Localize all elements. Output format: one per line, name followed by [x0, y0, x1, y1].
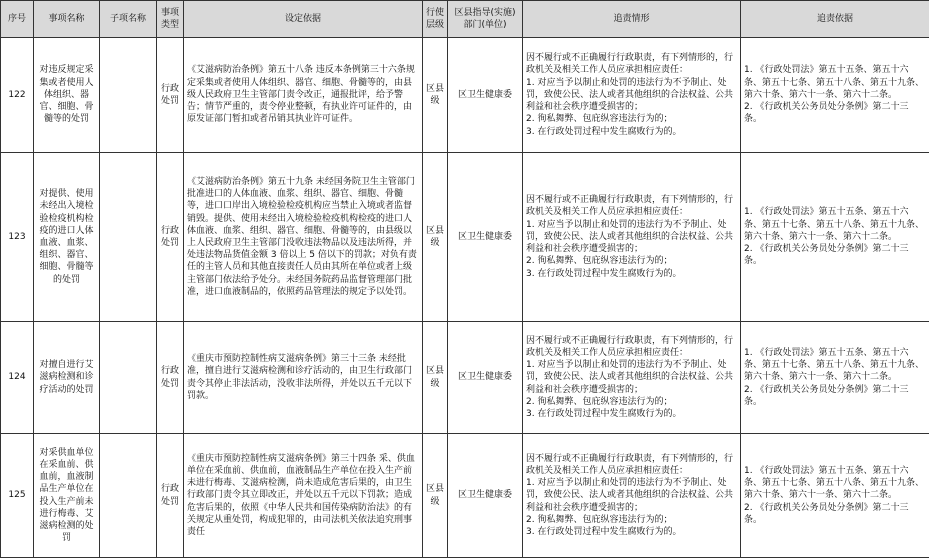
situation-item-3: 3. 在行政处罚过程中发生腐败行为的。 — [526, 268, 682, 279]
row-item-name: 对提供、使用未经出入境检验检疫机构检疫的进口人体血液、血浆、组织、器官、细胞、骨髓等的处罚 — [34, 153, 100, 322]
row-basis: 《重庆市预防控制性病艾滋病条例》第三十三条 未经批准，擅自进行艾滋病检测和诊疗活动的，由卫生行政部门责令其停止非法活动，没收非法所得，并处以五千元以下罚款。 — [184, 322, 423, 434]
row-situation — [523, 434, 741, 558]
situation-item-1: 1. 对应当予以制止和处罚的违法行为不予制止、处罚，致使公民、法人或者其他组织的合法权益、公共利益和社会秩序遭受损害的； — [526, 77, 734, 113]
situation-item-3: 3. 在行政处罚过程中发生腐败行为的。 — [526, 409, 682, 419]
penalty-item-2: 2. 《行政机关公务员处分条例》第二十三条。 — [744, 244, 909, 267]
situation-item-2: 2. 徇私舞弊、包庇纵容违法行为的； — [526, 114, 673, 125]
row-basis: 《重庆市预防控制性病艾滋病条例》第三十四条 采、供血单位在采血前、供血前，血液制品生产单位在投入生产前未进行梅毒、艾滋病检测，尚未造成危害后果的，由卫生行政部门责令其立即改正，并处以五千元以下罚款；造成危害后果的，依照《中华人民共和国传染病防治法》的有关规定从重处罚，构成犯罪的，由司法机关依法追究刑事责任 — [184, 434, 423, 558]
row-dept: 区卫生健康委 — [448, 322, 523, 434]
table-header — [1, 1, 929, 38]
row-basis: 《艾滋病防治条例》第五十八条 违反本条例第三十六条规定采集或者使用人体组织、器官、细胞、骨髓等的，由县级人民政府卫生主管部门责令改正，通报批评，给予警告；情节严重的，责令停业整顿，有执业许可证件的，由原发证部门暂扣或者吊销其执业许可证件。 — [184, 38, 423, 153]
situation-item-2: 2. 徇私舞弊、包庇纵容违法行为的； — [526, 396, 673, 407]
row-seq: 122 — [1, 38, 34, 153]
table-row — [1, 153, 929, 322]
row-penalty-basis — [741, 322, 929, 434]
penalty-item-2: 2. 《行政机关公务员处分条例》第二十三条。 — [744, 502, 909, 525]
row-seq: 124 — [1, 322, 34, 434]
header-level: 行使层级 — [423, 1, 448, 38]
row-situation — [523, 38, 741, 153]
row-item-type: 行政处罚 — [157, 322, 184, 434]
row-situation — [523, 322, 741, 434]
header-item-type: 事项类型 — [157, 1, 184, 38]
row-sub-item-name — [100, 153, 157, 322]
header-seq: 序号 — [1, 1, 34, 38]
row-basis: 《艾滋病防治条例》第五十九条 未经国务院卫生主管部门批准进口的人体血液、血浆、组织、器官、细胞、骨髓等，进口口岸出入境检验检疫机构应当禁止入境或者监督销毁。提供、使用未经出入境检验检疫机构检疫的进口人体血液、血浆、组织、器官、细胞、骨髓等的，由县级以上人民政府卫生主管部门没收违法物品以及违法所得，并处违法物品货值金额 3 倍以上 5 倍以下的罚款；对负有责任的主管人员和其他直接责任人员由其所在单位或者上级主管部门依法给予处分。未经国务院药品监督管理部门批准，进口血液制品的，依照药品管理法的规定予以处罚。 — [184, 153, 423, 322]
row-penalty-basis — [741, 38, 929, 153]
header-item-name: 事项名称 — [34, 1, 100, 38]
situation-item-2: 2. 徇私舞弊、包庇纵容违法行为的； — [526, 514, 673, 525]
row-dept: 区卫生健康委 — [448, 434, 523, 558]
situation-item-1: 1. 对应当予以制止和处罚的违法行为不予制止、处罚，致使公民、法人或者其他组织的合法权益、公共利益和社会秩序遭受损害的； — [526, 478, 734, 513]
header-dept: 区县指导(实施)部门(单位) — [448, 1, 523, 38]
situation-item-1: 1. 对应当予以制止和处罚的违法行为不予制止、处罚，致使公民、法人或者其他组织的合法权益、公共利益和社会秩序遭受损害的； — [526, 360, 734, 395]
row-seq: 123 — [1, 153, 34, 322]
row-seq: 125 — [1, 434, 34, 558]
row-sub-item-name — [100, 322, 157, 434]
penalty-item-1: 1. 《行政处罚法》第五十五条、第五十六条、第五十七条、第五十八条、第五十九条、第六十条、第六十一条、第六十二条。 — [744, 465, 925, 501]
situation-intro: 因不履行或不正确履行行政职责，有下列情形的，行政机关及相关工作人员应承担相应责任： — [526, 335, 734, 358]
situation-item-1: 1. 对应当予以制止和处罚的违法行为不予制止、处罚，致使公民、法人或者其他组织的合法权益、公共利益和社会秩序遭受损害的； — [526, 219, 734, 255]
header-sub-item-name: 子项名称 — [100, 1, 157, 38]
table-row — [1, 434, 929, 558]
penalty-item-2: 2. 《行政机关公务员处分条例》第二十三条。 — [744, 102, 909, 125]
row-item-name: 对采供血单位在采血前、供血前，血液制品生产单位在投入生产前未进行梅毒、艾滋病检测的处罚 — [34, 434, 100, 558]
situation-intro: 因不履行或不正确履行行政职责，有下列情形的，行政机关及相关工作人员应承担相应责任： — [526, 53, 734, 76]
row-item-type: 行政处罚 — [157, 434, 184, 558]
row-item-name: 对擅自进行艾滋病检测和诊疗活动的处罚 — [34, 322, 100, 434]
penalty-item-2: 2. 《行政机关公务员处分条例》第二十三条。 — [744, 384, 909, 407]
table-row — [1, 38, 929, 153]
penalty-item-1: 1. 《行政处罚法》第五十五条、第五十六条、第五十七条、第五十八条、第五十九条、第六十条、第六十一条、第六十二条。 — [744, 207, 925, 242]
table-row — [1, 322, 929, 434]
header-basis: 设定依据 — [184, 1, 423, 38]
row-situation — [523, 153, 741, 322]
row-level: 区县级 — [423, 38, 448, 153]
situation-intro: 因不履行或不正确履行行政职责，有下列情形的，行政机关及相关工作人员应承担相应责任： — [526, 453, 734, 476]
row-dept: 区卫生健康委 — [448, 38, 523, 153]
row-penalty-basis — [741, 434, 929, 558]
header-penalty-basis: 追责依据 — [741, 1, 929, 38]
row-item-type: 行政处罚 — [157, 38, 184, 153]
row-level: 区县级 — [423, 434, 448, 558]
row-level: 区县级 — [423, 322, 448, 434]
row-level: 区县级 — [423, 153, 448, 322]
header-situation: 追责情形 — [523, 1, 741, 38]
situation-intro: 因不履行或不正确履行行政职责，有下列情形的，行政机关及相关工作人员应承担相应责任： — [526, 195, 734, 218]
row-dept: 区卫生健康委 — [448, 153, 523, 322]
penalty-item-1: 1. 《行政处罚法》第五十五条、第五十六条、第五十七条、第五十八条、第五十九条、第六十条、第六十一条、第六十二条。 — [744, 65, 925, 100]
row-sub-item-name — [100, 434, 157, 558]
row-sub-item-name — [100, 38, 157, 153]
situation-item-2: 2. 徇私舞弊、包庇纵容违法行为的； — [526, 256, 673, 267]
penalty-item-1: 1. 《行政处罚法》第五十五条、第五十六条、第五十七条、第五十八条、第五十九条、第六十条、第六十一条、第六十二条。 — [744, 347, 925, 383]
row-item-type: 行政处罚 — [157, 153, 184, 322]
row-item-name: 对违反规定采集或者使用人体组织、器官、细胞、骨髓等的处罚 — [34, 38, 100, 153]
situation-item-3: 3. 在行政处罚过程中发生腐败行为的。 — [526, 126, 682, 137]
row-penalty-basis — [741, 153, 929, 322]
situation-item-3: 3. 在行政处罚过程中发生腐败行为的。 — [526, 527, 682, 537]
